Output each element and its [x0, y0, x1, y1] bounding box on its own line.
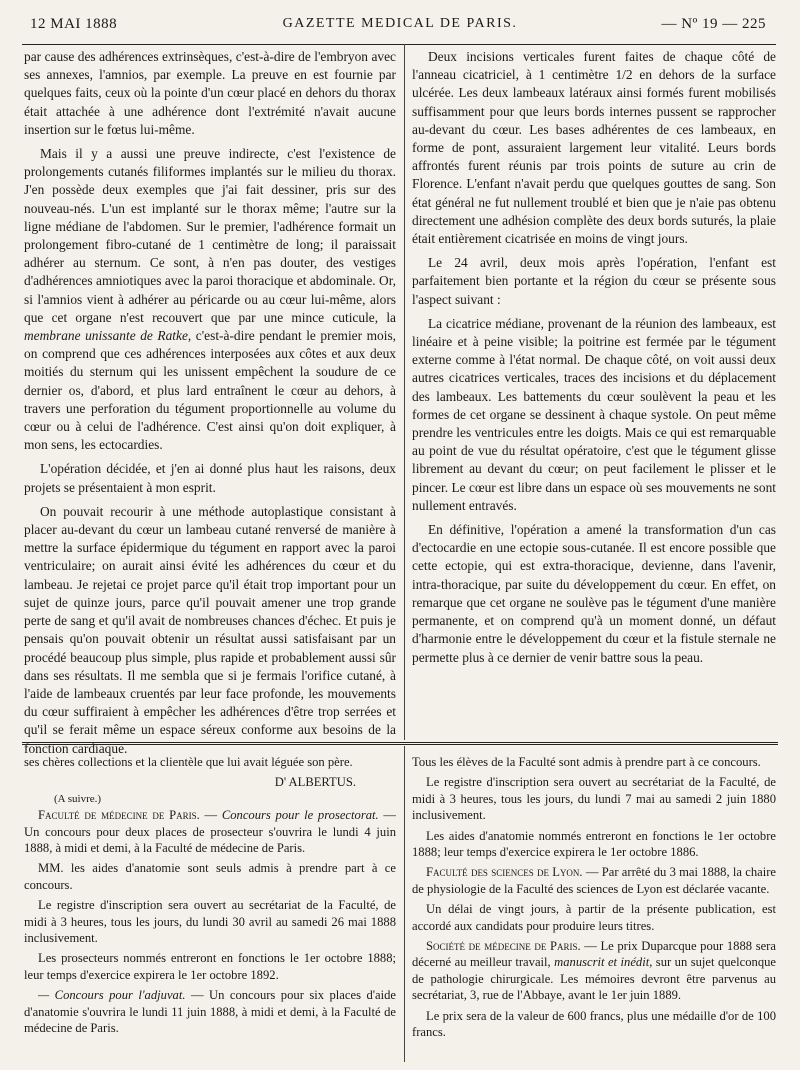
- paragraph: Tous les élèves de la Faculté sont admis à prendre part à ce concours.: [412, 755, 761, 769]
- paragraph: ses chères collections et la clientèle que lui avait léguée son père.: [24, 755, 353, 769]
- paragraph: Le registre d'inscription sera ouvert au secrétariat de la Faculté, de midi à 3 heures, tous les jours, du lundi 7 mai au samedi 2 juin 1880 inclusivement.: [412, 775, 776, 823]
- column-divider-top: [404, 44, 405, 740]
- paragraph: Deux incisions verticales furent faites de chaque côté de l'anneau cicatriciel, à 1 centimètre 1/2 en dehors de la surface ulcérée. Les deux lambeaux latéraux ainsi formés furent mobilisés suffisamment pour que leurs bords internes pussent se rapprocher au-devant du cœur. Les bases adhérentes de ces lambeaux, en forme de pont, assuraient largement leur vitalité. Leurs bords affrontés furent réunis par trois points de suture au crin de Florence. L'enfant n'avait perdu que quelques gouttes de sang. Son état général ne fut nullement troublé et bien que je n'aie pas obtenu directement une adhésion complète des deux bords suturés, la plaie était entièrement cicatrisée en moins de vingt jours.: [412, 49, 776, 247]
- paragraph: La cicatrice médiane, provenant de la réunion des lambeaux, est linéaire et à peine visible; la poitrine est fermée par le tégument externe comme à l'état normal. De chaque côté, on voit aussi deux autres cicatrices verticales, traces des incisions et du déplacement des lambeaux. Les battements du cœur soulèvent la peau et les formes de cet organe se dessinent à chaque systole. On peut même prendre les ventricules entre les doigts. Mais ce qui est remarquable au point de vue du résultat opératoire, c'est que le tégument glisse librement au devant du cœur; on peut facilement le plisser et le pincer. Le cœur est libre dans un espace où ses mouvements ne sont nullement entravés.: [412, 315, 776, 513]
- continuation-note: (A suivre.): [54, 792, 102, 805]
- paragraph: On pouvait recourir à une méthode autoplastique consistant à placer au-devant du cœur un lambeau cutané renversé de manière à mettre la surface épidermique du tégument en rapport avec la paroi ventriculaire; on aurait ainsi évité les adhérences du cœur et du lambeau. Je rejetai ce projet parce qu'il était trop important pour un sujet de quinze jours, parce qu'il pouvait amener une trop grande perte de sang et qu'il avait de nombreuses chances d'échec. Et puis je pensais qu'on pouvait obtenir un résultat aussi satisfaisant par un procédé beaucoup plus simple, plus rapide et probablement aussi sûr dans ses résultats. Il me sembla que si je fermais l'orifice cutané, à l'aide de lambeaux cruentés par leur face profonde, les mouvements du cœur suffiraient à empêcher les adhérences d'être trop serrées et qu'il se ferait même un espace séreux conforme aux besoins de la fonction cardiaque.: [24, 503, 396, 756]
- article-column-right: [412, 48, 776, 673]
- section-divider: [22, 742, 778, 745]
- issue-page-number: — Nº 19 — 225: [661, 16, 766, 32]
- author-signature: D' ALBERTUS.: [274, 775, 356, 790]
- news-column-right: [412, 754, 776, 1045]
- paragraph: Les aides d'anatomie nommés entreront en fonctions le 1er octobre 1888; leur temps d'exercice expirera le 1er octobre 1886.: [412, 828, 776, 860]
- paragraph: L'opération décidée, et j'en ai donné plus haut les raisons, deux projets se présentaient à mon esprit.: [24, 461, 396, 495]
- page-header: [0, 12, 800, 38]
- article-column-left: [24, 48, 396, 764]
- paragraph: Le prix sera de la valeur de 600 francs, plus une médaille d'or de 100 francs.: [412, 1008, 776, 1040]
- paragraph: En définitive, l'opération a amené la transformation d'un cas d'ectocardie en une ectopie sous-cutanée. Il est encore possible que cette ectopie, qui est extra-thoracique, devienne, dans l'avenir, intra-thoracique, par suite du développement du cœur. En effet, on remarque que cet organe ne soulève pas le tégument d'une manière permanente, et on comprend qu'à un moment donné, un défaut d'harmonie entre le développement du cœur et la fistule sternale ne permette plus à ce dernier de venir battre sous la peau.: [412, 522, 776, 665]
- paragraph: Société de médecine de Paris. — Le prix Duparcque pour 1888 sera décerné au meilleur travail, manuscrit et inédit, sur un sujet quelconque de pathologie chirurgicale. Les mémoires devront être parvenus au secrétariat, 3, rue de l'Abbaye, avant le 1er juin 1889.: [412, 939, 776, 1003]
- paragraph: Un délai de vingt jours, à partir de la présente publication, est accordé aux candidats pour produire leurs titres.: [412, 902, 776, 933]
- news-column-left: [24, 754, 396, 1041]
- paragraph: — Concours pour l'adjuvat. — Un concours pour six places d'aide d'anatomie s'ouvrira le lundi 11 juin 1888, à midi et demi, à la Faculté de médecine de Paris.: [24, 988, 396, 1036]
- issue-date: 12 MAI 1888: [30, 16, 118, 32]
- column-divider-bottom: [404, 746, 405, 1062]
- paragraph: MM. les aides d'anatomie sont seuls admis à prendre part à ce concours.: [24, 861, 396, 892]
- paragraph: par cause des adhérences extrinsèques, c'est-à-dire de l'embryon avec ses annexes, l'amnios, par exemple. La preuve en est fournie par quelques faits, ceux où la pointe d'un cœur placé en dehors du thorax était attachée à une adhérence dont l'extrémité n'avait aucune insertion sur le fœtus lui-même.: [24, 49, 396, 137]
- header-rule: [22, 44, 776, 45]
- paragraph: Faculté de médecine de Paris. — Concours pour le prosectorat. — Un concours pour deux places de prosecteur s'ouvrira le lundi 4 juin 1888, à midi et demi, à la Faculté de médecine de Paris.: [24, 808, 397, 856]
- paragraph: Le 24 avril, deux mois après l'opération, l'enfant est parfaitement bien portante et la région du cœur se présente sous l'aspect suivant :: [412, 255, 776, 307]
- paragraph: Le registre d'inscription sera ouvert au secrétariat de la Faculté, de midi à 3 heures, tous les jours, du lundi 30 avril au samedi 26 mai 1888 inclusivement.: [24, 898, 396, 946]
- journal-title: GAZETTE MEDICAL DE PARIS.: [282, 16, 518, 31]
- paragraph: Faculté des sciences de Lyon. — Par arrêté du 3 mai 1888, la chaire de physiologie de la Faculté des sciences de Lyon est déclarée vacante.: [412, 865, 777, 896]
- paragraph: Mais il y a aussi une preuve indirecte, c'est l'existence de prolongements cutanés filiformes implantés sur le milieu du thorax. J'en possède deux exemples que j'ai fait dessiner, pris sur des nouveau-nés. L'un est implanté sur le thorax même; l'autre sur la ligne médiane de l'abdomen. Sur le premier, l'adhérence formait un prolongement fibro-cutané de 1 centimètre de long; il paraissait adhérer au sternum. Ce sont, à n'en pas douter, des vestiges d'adhérences amniotiques avec la paroi thoracique et abdominale. Or, si l'amnios vient à adhérer au péricarde ou au cœur lui-même, alors que cet organe n'est recouvert que par une mince cuticule, la membrane unissante de Ratke, c'est-à-dire pendant le premier mois, on comprend que ces adhérences interposées aux côtes et aux deux moitiés du sternum qui les unissent empêchent la soudure de ce dernier os, d'abord, et plus lard entraînent le cœur au dehors, à travers une perforation du tégument proportionnelle au volume du cœur ou à celui de l'adhérence. C'est ainsi qu'on doit expliquer, à mon sens, les ectocardies.: [24, 146, 397, 453]
- paragraph: Les prosecteurs nommés entreront en fonctions le 1er octobre 1888; leur temps d'exercice expirera le 1er octobre 1892.: [24, 951, 396, 982]
